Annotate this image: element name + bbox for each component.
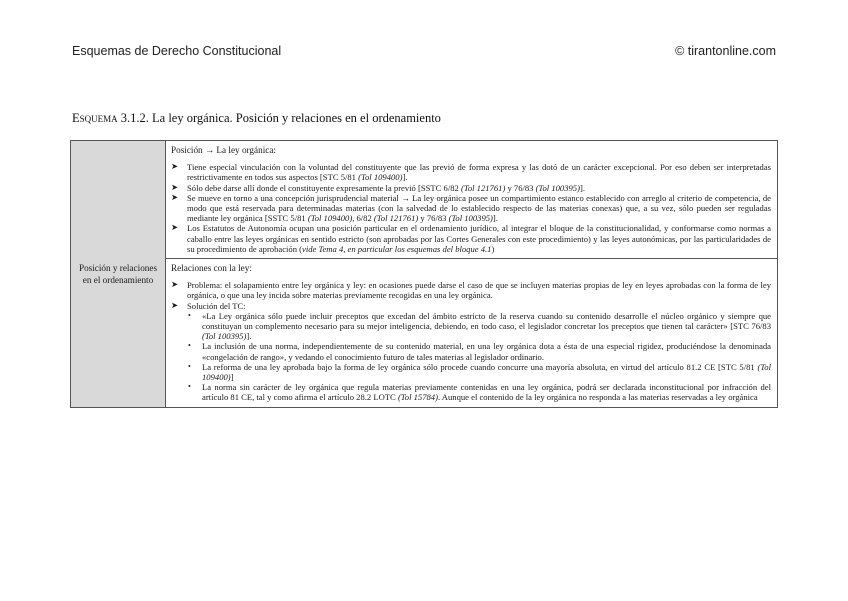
scheme-number: 3.1.2. <box>120 111 149 125</box>
scheme-title-text: La ley orgánica. Posición y relaciones en el ordenamiento <box>152 111 441 125</box>
list-item: ➤ Sólo debe darse allí donde el constituyente expresamente la previó [SSTC 6/82 (Tol 121761) y 76/83 (Tol 100395)]. <box>171 182 585 193</box>
posicion-title: Posición → La ley orgánica: <box>171 145 276 155</box>
running-header-title: Esquemas de Derecho Constitucional <box>72 44 282 58</box>
list-item: ➤ Problema: el solapamiento entre ley orgánica y ley: en ocasiones puede darse el caso de que se incluyen materias propias de ley en leyes aprobadas con la forma de ley orgánica, o que una ley incida sobre materias previamente recogidas en una ley orgánica. <box>171 280 771 301</box>
bullet-dot-icon: • <box>188 341 191 351</box>
posicion-cell <box>166 141 778 259</box>
list-item: • La reforma de una ley aprobada bajo la forma de ley orgánica sólo procede cuando concurre una mayoría absoluta, en virtud del artículo 81.2 CE [STC 5/81 (Tol 109400)] <box>188 361 771 383</box>
scheme-label: Esquema <box>72 111 118 125</box>
arrow-bullet-icon: ➤ <box>171 223 179 233</box>
arrow-bullet-icon: ➤ <box>171 192 179 202</box>
scheme-title <box>72 111 441 126</box>
arrow-bullet-icon: ➤ <box>171 300 179 310</box>
scheme-table <box>70 140 778 408</box>
arrow-bullet-icon: ➤ <box>171 280 179 290</box>
relaciones-list <box>171 280 771 311</box>
list-item: ➤ Tiene especial vinculación con la voluntad del constituyente que las previó de forma expresa y las dotó de un carácter excepcional. Por eso deben ser interpretadas restrictivamente en todos sus aspectos [STC 5/81 (Tol 109400)]. <box>171 162 771 183</box>
list-item: ➤ Los Estatutos de Autonomía ocupan una posición particular en el ordenamiento jurídico, al integrar el bloque de la constitucionalidad, y conformarse como normas a caballo entre las leyes orgánicas en sentido estricto (son aprobadas por las Cortes Generales con este procedimiento) y las leyes autonómicas, por las particularidades de su procedimiento de aprobación (vide Tema 4, en particular los esquemas del bloque 4.1) <box>171 223 771 254</box>
posicion-list <box>171 162 771 254</box>
row-label: Posición y relaciones en el ordenamiento <box>71 141 166 408</box>
relaciones-title: Relaciones con la ley: <box>171 263 252 274</box>
bullet-dot-icon: • <box>188 382 191 392</box>
bullet-dot-icon: • <box>188 310 191 320</box>
list-item: ➤ Solución del TC: <box>171 300 246 311</box>
bullet-dot-icon: • <box>188 361 191 371</box>
list-item: • La inclusión de una norma, independientemente de su contenido material, en una ley orgánica dota a ésta de una especial rigidez, produciéndose la denominada «congelación de rango», y vedando el conocimiento futuro de tales materias al legislador ordinario. <box>188 341 771 362</box>
arrow-bullet-icon: ➤ <box>171 182 179 192</box>
list-item: • La norma sin carácter de ley orgánica que regula materias previamente contenidas en una ley orgánica, podrá ser declarada inconstitucional por infracción del artículo 81 CE, tal y como afirma el artículo 28.2 LOTC (Tol 15784). Aunque el contenido de la ley orgánica no responda a las materias reservadas a ley orgánica <box>188 382 771 403</box>
arrow-bullet-icon: ➤ <box>171 162 179 172</box>
list-item: ➤ Se mueve en torno a una concepción jurisprudencial material → La ley orgánica posee un compartimiento estanco establecido con arreglo al criterio de competencia, de modo que está reservada para determinadas materias (con la salvedad de lo establecido respecto de las materias conexas) que, a su vez, sólo pueden ser reguladas mediante ley orgánica [SSTC 5/81 (Tol 109400), 6/82 (Tol 121761) y 76/83 (Tol 100395)]. <box>171 192 771 224</box>
relaciones-cell <box>166 259 778 408</box>
solucion-list <box>171 311 771 403</box>
running-header-copyright: © tirantonline.com <box>675 44 776 58</box>
list-item: • «La Ley orgánica sólo puede incluir preceptos que excedan del ámbito estricto de la reserva cuando su contenido desarrolle el núcleo orgánico y siempre que constituyan un complemento necesario para su mejor inteligencia, debiendo, en todo caso, el legislador concretar los preceptos que tienen tal carácter» [STC 76/83 (Tol 100395)]. <box>188 310 771 342</box>
